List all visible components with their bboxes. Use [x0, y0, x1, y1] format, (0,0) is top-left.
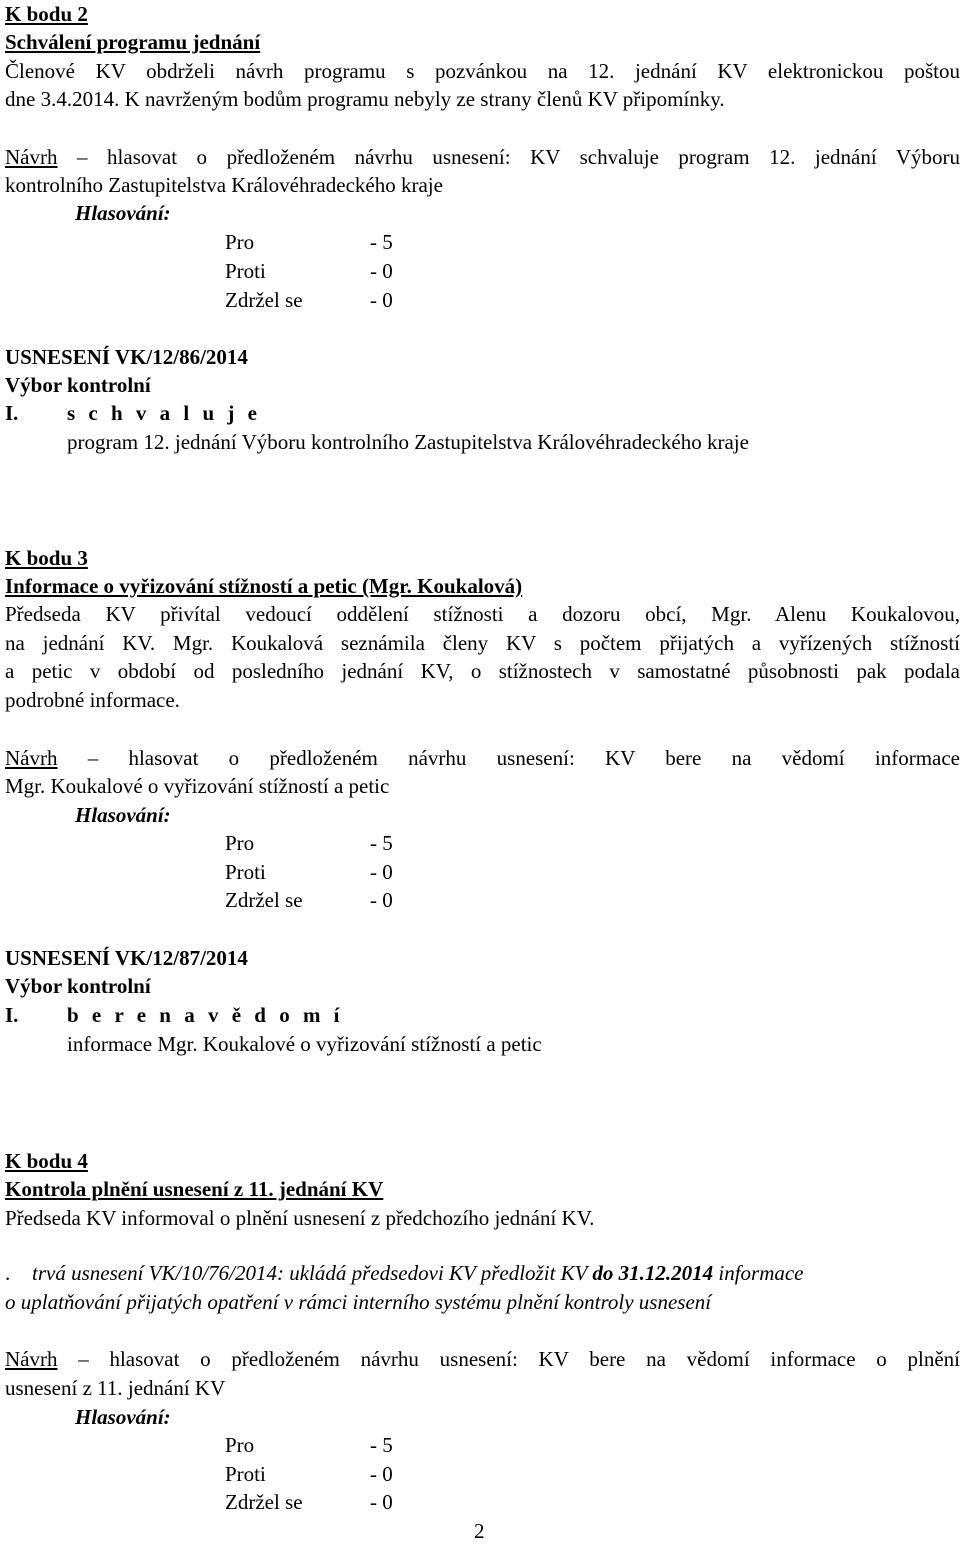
vote-label-proti: Proti — [225, 259, 266, 283]
vote-label-zdrzel: Zdržel se — [225, 1490, 303, 1514]
committee-name: Výbor kontrolní — [5, 974, 151, 998]
resolution-number: USNESENÍ VK/12/87/2014 — [5, 946, 248, 970]
voting-label: Hlasování: — [75, 1405, 171, 1429]
vote-label-zdrzel: Zdržel se — [225, 288, 303, 312]
resolution-text: informace Mgr. Koukalové o vyřizování stížností a petic — [67, 1032, 542, 1056]
vote-value-zdrzel: - 0 — [370, 288, 393, 312]
list-item-line: o uplatňování přijatých opatření v rámci interního systému plnění kontroly usnesení — [5, 1290, 712, 1314]
list-bullet: . — [5, 1261, 11, 1285]
paragraph-line: dne 3.4.2014. K navrženým bodům programu nebyly ze strany členů KV připomínky. — [5, 87, 725, 111]
paragraph-line: podrobné informace. — [5, 688, 180, 712]
vote-value-pro: - 5 — [370, 1433, 393, 1457]
vote-label-pro: Pro — [225, 831, 255, 855]
list-item-deadline: do 31.12.2014 — [592, 1261, 714, 1285]
vote-label-zdrzel: Zdržel se — [225, 888, 303, 912]
section-title-bod4: Kontrola plnění usnesení z 11. jednání KV — [5, 1177, 384, 1201]
proposal-text: – hlasovat o předloženém návrhu usnesení: KV bere na vědomí informace — [57, 746, 960, 770]
resolution-verb: s c h v a l u j e — [67, 401, 261, 425]
paragraph-line: a petic v období od posledního jednání KV, o stížnostech v samostatné působnosti pak podala — [5, 659, 960, 683]
paragraph-line: Předseda KV informoval o plnění usnesení z předchozího jednání KV. — [5, 1206, 595, 1230]
section-title-bod3: Informace o vyřizování stížností a petic (Mgr. Koukalová) — [5, 574, 523, 598]
proposal-label: Návrh — [5, 746, 58, 770]
vote-label-pro: Pro — [225, 1433, 255, 1457]
resolution-number: USNESENÍ VK/12/86/2014 — [5, 345, 248, 369]
vote-label-pro: Pro — [225, 230, 255, 254]
proposal-line — [5, 1345, 960, 1373]
proposal-label: Návrh — [5, 145, 58, 169]
vote-value-proti: - 0 — [370, 860, 393, 884]
section-title-bod2: Schválení programu jednání — [5, 30, 261, 54]
proposal-line — [5, 143, 960, 171]
resolution-verb: b e r e n a v ě d o m í — [67, 1003, 344, 1027]
proposal-text: – hlasovat o předloženém návrhu usnesení: KV bere na vědomí informace o plnění — [57, 1347, 960, 1371]
vote-value-zdrzel: - 0 — [370, 1490, 393, 1514]
vote-label-proti: Proti — [225, 860, 266, 884]
resolution-roman: I. — [5, 1003, 19, 1027]
proposal-line: Mgr. Koukalové o vyřizování stížností a petic — [5, 774, 390, 798]
resolution-roman: I. — [5, 401, 19, 425]
vote-value-proti: - 0 — [370, 1462, 393, 1486]
voting-label: Hlasování: — [75, 803, 171, 827]
vote-value-pro: - 5 — [370, 831, 393, 855]
list-item-text: trvá usnesení VK/10/76/2014: ukládá předsedovi KV předložit KV — [32, 1261, 593, 1285]
proposal-text: – hlasovat o předloženém návrhu usnesení: KV schvaluje program 12. jednání Výboru — [57, 145, 960, 169]
vote-value-zdrzel: - 0 — [370, 888, 393, 912]
proposal-line: usnesení z 11. jednání KV — [5, 1376, 226, 1400]
proposal-line — [5, 744, 960, 772]
vote-value-proti: - 0 — [370, 259, 393, 283]
page-number: 2 — [474, 1519, 485, 1543]
paragraph-line: na jednání KV. Mgr. Koukalová seznámila členy KV s počtem přijatých a vyřízených stížností — [5, 631, 960, 655]
voting-label: Hlasování: — [75, 201, 171, 225]
proposal-label: Návrh — [5, 1347, 58, 1371]
vote-value-pro: - 5 — [370, 230, 393, 254]
list-item — [32, 1259, 804, 1287]
vote-label-proti: Proti — [225, 1462, 266, 1486]
section-heading-bod2: K bodu 2 — [5, 2, 88, 26]
section-heading-bod3: K bodu 3 — [5, 546, 88, 570]
committee-name: Výbor kontrolní — [5, 373, 151, 397]
paragraph-line: Předseda KV přivítal vedoucí oddělení stížnosti a dozoru obcí, Mgr. Alenu Koukalovou, — [5, 602, 960, 626]
proposal-line: kontrolního Zastupitelstva Královéhradeckého kraje — [5, 173, 443, 197]
paragraph-line: Členové KV obdrželi návrh programu s pozvánkou na 12. jednání KV elektronickou poštou — [5, 59, 960, 83]
section-heading-bod4: K bodu 4 — [5, 1149, 88, 1173]
resolution-text: program 12. jednání Výboru kontrolního Zastupitelstva Královéhradeckého kraje — [67, 430, 749, 454]
list-item-text: informace — [713, 1261, 804, 1285]
